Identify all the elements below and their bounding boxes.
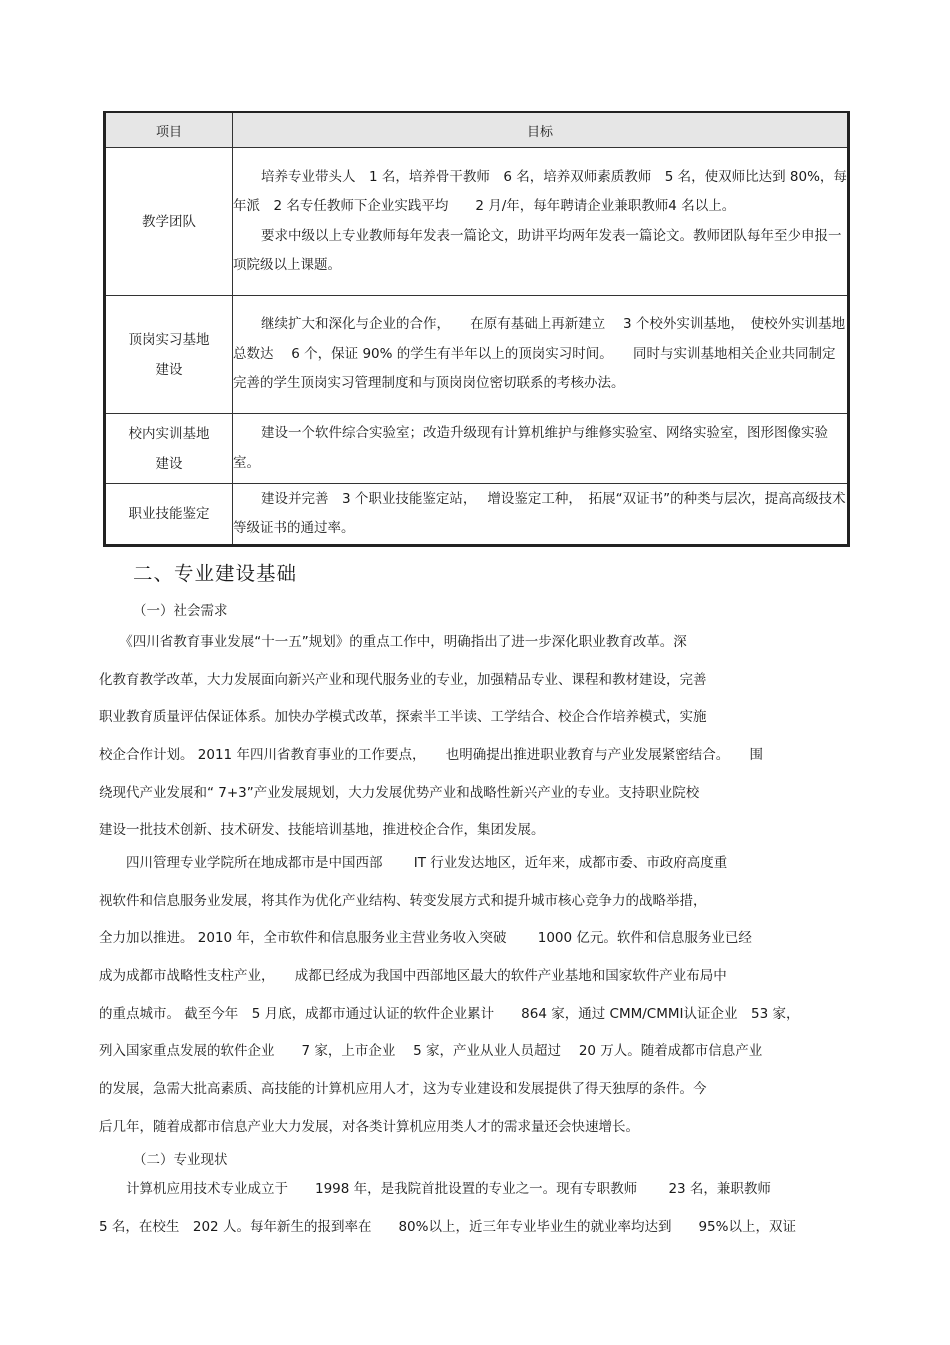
row-goal — [233, 296, 849, 414]
project-line: 校内实训基地 — [128, 425, 210, 442]
table-row — [105, 296, 849, 414]
goals-table — [103, 111, 850, 547]
section-heading: 二、专业建设基础 — [133, 562, 298, 585]
text-line: 全力加以推进。 2010 年，全市软件和信息服务业主营业务收入突破 1000 亿元。软件和信息服务业已经 — [99, 930, 752, 947]
row-project: 职业技能鉴定 — [105, 484, 233, 546]
goal-text: 培养专业带头人 1 名，培养骨干教师 6 名，培养双师素质教师 5 名，使双师比达到 80%，每年派 2 名专任教师下企业实践平均 2 月/年，每年聘请企业兼职教师4 名以上。 — [233, 168, 847, 214]
table-row — [105, 414, 849, 484]
row-goal — [233, 414, 849, 484]
text-line: 计算机应用技术专业成立于 1998 年，是我院首批设置的专业之一。现有专职教师 23 名，兼职教师 — [99, 1181, 771, 1197]
project-line: 顶岗实习基地 — [128, 331, 210, 348]
text-line: 的重点城市。 截至今年 5 月底，成都市通过认证的软件企业累计 864 家，通过 CMM/CMMI认证企业 53 家， — [99, 1005, 800, 1022]
text-line: 《四川省教育事业发展“十一五”规划》的重点工作中，明确指出了进一步深化职业教育改革。深 — [99, 634, 687, 650]
row-project — [105, 414, 233, 484]
text-line: 校企合作计划。 2011 年四川省教育事业的工作要点， 也明确提出推进职业教育与产业发展紧密结合。 围 — [99, 747, 763, 764]
table-row — [105, 148, 849, 296]
goal-text: 建设一个软件综合实验室；改造升级现有计算机维护与维修实验室、网络实验室，图形图像实验室。 — [233, 425, 828, 471]
subsection-heading: （二）专业现状 — [133, 1152, 228, 1168]
row-project: 教学团队 — [105, 148, 233, 296]
text-line: 视软件和信息服务业发展，将其作为优化产业结构、转变发展方式和提升城市核心竞争力的战略举措， — [99, 892, 707, 909]
text-line: 化教育教学改革，大力发展面向新兴产业和现代服务业的专业，加强精品专业、课程和教材建设，完善 — [99, 671, 707, 688]
goal-text: 建设并完善 3 个职业技能鉴定站， 增设鉴定工种， 拓展“双证书”的种类与层次，提高高级技术等级证书的通过率。 — [233, 490, 846, 536]
text-line: 四川管理专业学院所在地成都市是中国西部 IT 行业发达地区，近年来，成都市委、市政府高度重 — [99, 855, 728, 871]
project-line: 建设 — [155, 455, 183, 472]
header-goal: 目标 — [233, 112, 849, 148]
table-header-row — [105, 112, 849, 148]
text-line: 成为成都市战略性支柱产业， 成都已经成为我国中西部地区最大的软件产业基地和国家软件产业布局中 — [99, 968, 727, 985]
goal-text: 继续扩大和深化与企业的合作， 在原有基础上再新建立 3 个校外实训基地， 使校外实训基地总数达 6 个，保证 90% 的学生有半年以上的顶岗实习时间。 同时与实训基地相关企业共同制定完善的学生顶岗实习管理制度和与顶岗岗位密切联系的考核办法。 — [233, 316, 846, 392]
subsection-heading: （一）社会需求 — [133, 603, 228, 619]
row-project — [105, 296, 233, 414]
text-line: 5 名，在校生 202 人。每年新生的报到率在 80%以上，近三年专业毕业生的就业率均达到 95%以上，双证 — [99, 1218, 796, 1235]
text-line: 职业教育质量评估保证体系。加快办学模式改革，探索半工半读、工学结合、校企合作培养模式，实施 — [99, 709, 707, 726]
text-line: 的发展，急需大批高素质、高技能的计算机应用人才，这为专业建设和发展提供了得天独厚的条件。今 — [99, 1081, 707, 1098]
paragraph — [99, 624, 851, 850]
goal-text: 要求中级以上专业教师每年发表一篇论文，助讲平均两年发表一篇论文。教师团队每年至少申报一项院级以上课题。 — [233, 227, 842, 273]
paragraph — [99, 845, 851, 1147]
table-row — [105, 484, 849, 546]
text-line: 后几年，随着成都市信息产业大力发展，对各类计算机应用类人才的需求量还会快速增长。 — [99, 1118, 639, 1135]
row-goal — [233, 148, 849, 296]
text-line: 建设一批技术创新、技术研发、技能培训基地，推进校企合作，集团发展。 — [99, 822, 545, 839]
paragraph — [99, 1171, 851, 1246]
row-goal — [233, 484, 849, 546]
text-line: 绕现代产业发展和“ 7+3”产业发展规划，大力发展优势产业和战略性新兴产业的专业。支持职业院校 — [99, 784, 700, 801]
project-line: 建设 — [155, 361, 183, 378]
text-line: 列入国家重点发展的软件企业 7 家，上市企业 5 家，产业从业人员超过 20 万人。随着成都市信息产业 — [99, 1043, 763, 1060]
header-project: 项目 — [105, 112, 233, 148]
